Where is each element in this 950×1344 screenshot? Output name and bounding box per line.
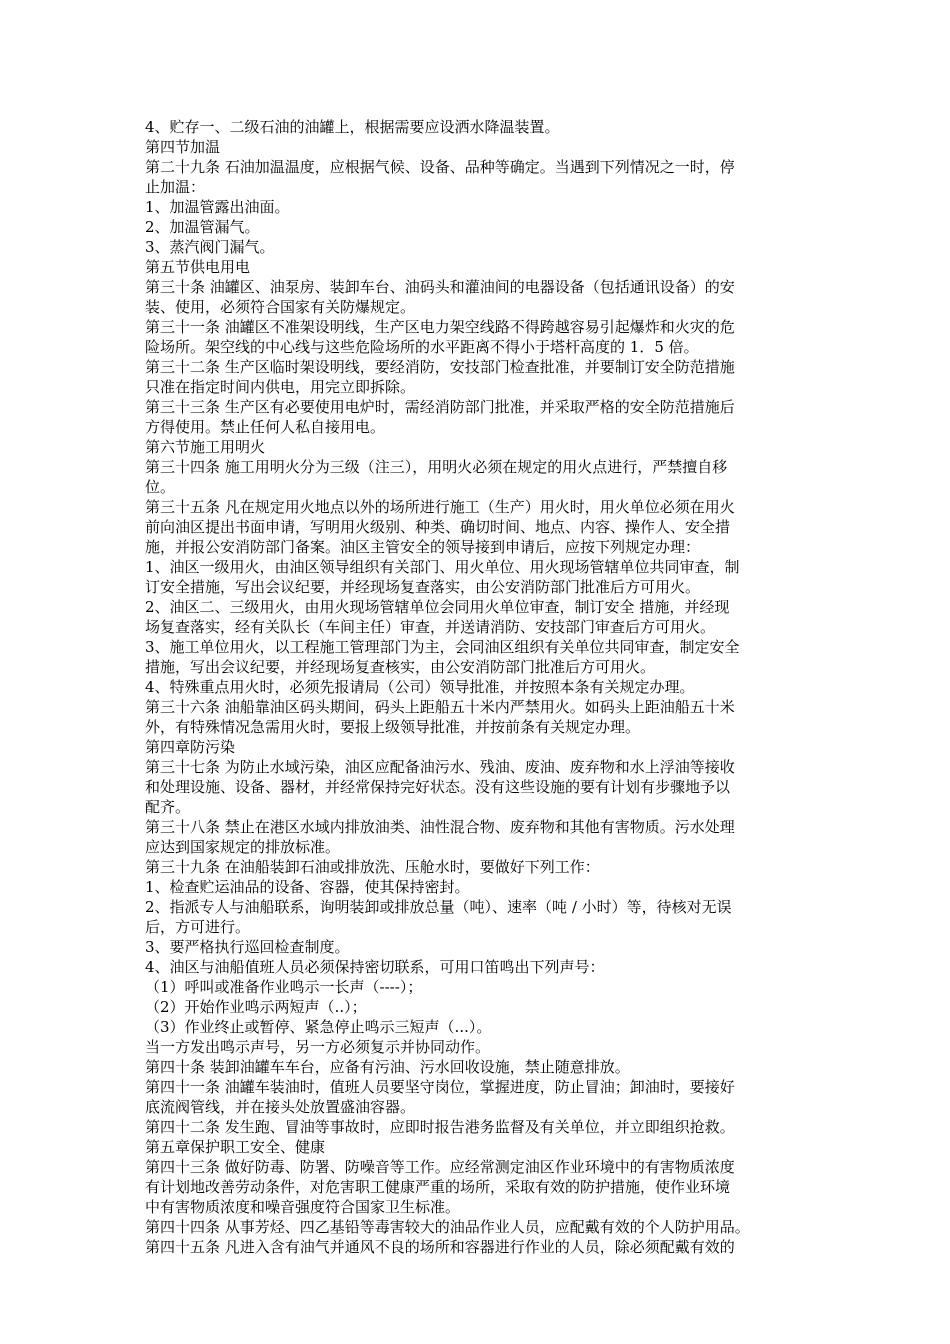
text-line: 和处理设施、设备、器材，并经常保持完好状态。没有这些设施的要有计划有步骤地予以 (145, 778, 731, 796)
text-line: 2、指派专人与油船联系，询明装卸或排放总量（吨）、速率（吨 / 小时）等，待核对无误 (145, 898, 732, 916)
text-line: 第五章保护职工安全、健康 (145, 1138, 326, 1156)
text-line: 外，有特殊情况急需用火时，要报上级领导批准，并按前条有关规定办理。 (145, 718, 641, 736)
text-line: 第四十二条 发生跑、冒油等事故时，应即时报告港务监督及有关单位，并立即组织抢救。 (145, 1118, 735, 1136)
text-line: 后，方可进行。 (145, 918, 251, 936)
text-line: 第六节施工用明火 (145, 438, 266, 456)
text-line: 有计划地改善劳动条件，对危害职工健康严重的场所，采取有效的防护措施，使作业环境 (145, 1178, 731, 1196)
text-line: 第五节供电用电 (145, 258, 251, 276)
text-line: 第四章防污染 (145, 738, 236, 756)
text-line: 止加温： (145, 178, 206, 196)
text-line: 第三十八条 禁止在港区水域内排放油类、油性混合物、废弃物和其他有害物质。污水处理 (145, 818, 735, 836)
text-line: 施，并报公安消防部门备案。油区主管安全的领导接到申请后，应按下列规定办理： (145, 538, 701, 556)
text-line: （3）作业终止或暂停、紧急停止鸣示三短声（...）。 (145, 1018, 492, 1036)
text-line: 险场所。架空线的中心线与这些危险场所的水平距离不得小于塔杆高度的 1．5 倍。 (145, 338, 699, 356)
text-line: （2）开始作业鸣示两短声（..）； (145, 998, 367, 1016)
text-line: 场复查落实，经有关队长（车间主任）审查，并送请消防、安技部门审查后方可用火。 (145, 618, 716, 636)
text-line: 2、油区二、三级用火，由用火现场管辖单位会同用火单位审查，制订安全 措施，并经现 (145, 598, 730, 616)
text-line: 3、蒸汽阀门漏气。 (145, 238, 275, 256)
text-line: 装、使用，必须符合国家有关防爆规定。 (145, 298, 416, 316)
text-line: 4、贮存一、二级石油的油罐上，根据需要应设洒水降温装置。 (145, 118, 560, 136)
document-body (145, 117, 813, 1257)
text-line: 2、加温管漏气。 (145, 218, 260, 236)
text-line: 第四节加温 (145, 138, 221, 156)
text-line: 当一方发出鸣示声号，另一方必须复示并协同动作。 (145, 1038, 491, 1056)
text-line: 位。 (145, 478, 176, 496)
text-line: 第三十三条 生产区有必要使用电炉时，需经消防部门批准，并采取严格的安全防范措施后 (145, 398, 735, 416)
text-line: 1、加温管露出油面。 (145, 198, 290, 216)
text-line: 措施，写出会议纪要，并经现场复查核实，由公安消防部门批准后方可用火。 (145, 658, 656, 676)
text-line: 第三十六条 油船靠油区码头期间，码头上距船五十米内严禁用火。如码头上距油船五十米 (145, 698, 735, 716)
text-line: 3、施工单位用火，以工程施工管理部门为主，会同油区组织有关单位共同审查，制定安全 (145, 638, 740, 656)
text-line: 应达到国家规定的排放标准。 (145, 838, 341, 856)
text-line: 第四十四条 从事芳烃、四乙基铅等毒害较大的油品作业人员，应配戴有效的个人防护用品。 (145, 1218, 750, 1236)
text-line: 3、要严格执行巡回检查制度。 (145, 938, 350, 956)
text-line: 4、特殊重点用火时，必须先报请局（公司）领导批准，并按照本条有关规定办理。 (145, 678, 695, 696)
text-line: 前向油区提出书面申请，写明用火级别、种类、确切时间、地点、内容、操作人、安全措 (145, 518, 731, 536)
text-line: 只准在指定时间内供电，用完立即拆除。 (145, 378, 416, 396)
text-line: 底流阀管线，并在接头处放置盛油容器。 (145, 1098, 416, 1116)
text-line: 第三十一条 油罐区不准架设明线，生产区电力架空线路不得跨越容易引起爆炸和火灾的危 (145, 318, 735, 336)
text-line: 第四十五条 凡进入含有油气并通风不良的场所和容器进行作业的人员，除必须配戴有效的 (145, 1238, 735, 1256)
text-line: 订安全措施，写出会议纪要，并经现场复查落实，由公安消防部门批准后方可用火。 (145, 578, 701, 596)
text-line: 第三十条 油罐区、油泵房、装卸车台、油码头和灌油间的电器设备（包括通讯设备）的安 (145, 278, 735, 296)
text-line: 第三十二条 生产区临时架设明线，要经消防，安技部门检查批准，并要制订安全防范措施 (145, 358, 735, 376)
text-line: 1、油区一级用火，由油区领导组织有关部门、用火单位、用火现场管辖单位共同审查，制 (145, 558, 740, 576)
text-line: 第三十五条 凡在规定用火地点以外的场所进行施工（生产）用火时，用火单位必须在用火 (145, 498, 735, 516)
text-line: 第三十四条 施工用明火分为三级（注三），用明火必须在规定的用火点进行，严禁擅自移 (145, 458, 728, 476)
text-line: 方得使用。禁止任何人私自接用电。 (145, 418, 386, 436)
text-line: 1、检查贮运油品的设备、容器，使其保持密封。 (145, 878, 470, 896)
text-line: 第三十七条 为防止水域污染，油区应配备油污水、残油、废油、废弃物和水上浮油等接收 (145, 758, 735, 776)
text-line: 配齐。 (145, 798, 191, 816)
text-line: 第四十条 装卸油罐车车台，应备有污油、污水回收设施，禁止随意排放。 (145, 1058, 630, 1076)
text-line: 4、油区与油船值班人员必须保持密切联系，可用口笛鸣出下列声号： (145, 958, 605, 976)
text-line: 中有害物质浓度和噪音强度符合国家卫生标准。 (145, 1198, 461, 1216)
text-line: 第四十三条 做好防毒、防署、防噪音等工作。应经常测定油区作业环境中的有害物质浓度 (145, 1158, 735, 1176)
text-line: 第三十九条 在油船装卸石油或排放洗、压舱水时，要做好下列工作： (145, 858, 600, 876)
text-line: 第二十九条 石油加温温度，应根据气候、设备、品种等确定。当遇到下列情况之一时，停 (145, 158, 735, 176)
text-line: （1）呼叫或准备作业鸣示一长声（----）； (145, 978, 423, 996)
text-line: 第四十一条 油罐车装油时，值班人员要坚守岗位，掌握进度，防止冒油；卸油时，要接好 (145, 1078, 735, 1096)
